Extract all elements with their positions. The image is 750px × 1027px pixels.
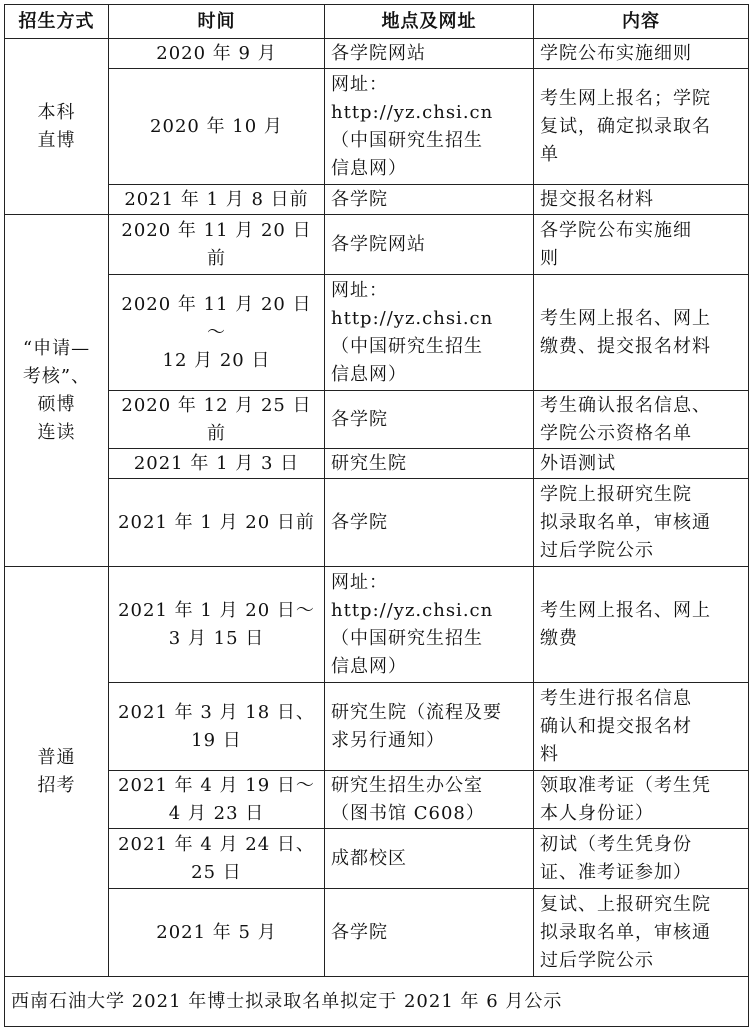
time-cell: 2020 年 11 月 20 日～ 12 月 20 日 — [109, 275, 325, 391]
table-row — [5, 683, 749, 771]
table-row — [5, 39, 749, 69]
time-cell: 2021 年 1 月 20 日～ 3 月 15 日 — [109, 567, 325, 683]
place-cell: 网址： http://yz.chsi.cn （中国研究生招生 信息网） — [325, 567, 534, 683]
footnote: 西南石油大学 2021 年博士拟录取名单拟定于 2021 年 6 月公示 — [5, 977, 749, 1027]
place-cell: 各学院网站 — [325, 39, 534, 69]
header-method: 招生方式 — [5, 5, 109, 39]
header-place: 地点及网址 — [325, 5, 534, 39]
content-cell: 各学院公布实施细 则 — [534, 215, 749, 275]
place-cell: 网址： http://yz.chsi.cn （中国研究生招生 信息网） — [325, 69, 534, 185]
header-time: 时间 — [109, 5, 325, 39]
place-cell: 各学院 — [325, 479, 534, 567]
table-row — [5, 567, 749, 683]
content-cell: 外语测试 — [534, 449, 749, 479]
time-cell: 2020 年 11 月 20 日前 — [109, 215, 325, 275]
time-cell: 2021 年 1 月 20 日前 — [109, 479, 325, 567]
header-content: 内容 — [534, 5, 749, 39]
time-cell: 2020 年 12 月 25 日前 — [109, 391, 325, 449]
content-cell: 初试（考生凭身份 证、准考证参加） — [534, 829, 749, 889]
place-cell: 成都校区 — [325, 829, 534, 889]
content-cell: 考生网上报名、网上 缴费、提交报名材料 — [534, 275, 749, 391]
content-cell: 学院公布实施细则 — [534, 39, 749, 69]
content-cell: 考生网上报名；学院 复试，确定拟录取名 单 — [534, 69, 749, 185]
time-cell: 2021 年 4 月 24 日、 25 日 — [109, 829, 325, 889]
content-cell: 考生进行报名信息 确认和提交报名材 料 — [534, 683, 749, 771]
time-cell: 2021 年 3 月 18 日、 19 日 — [109, 683, 325, 771]
table-row — [5, 449, 749, 479]
table-row — [5, 829, 749, 889]
place-cell: 各学院 — [325, 185, 534, 215]
place-cell: 各学院 — [325, 889, 534, 977]
table-row — [5, 889, 749, 977]
place-cell: 研究生院 — [325, 449, 534, 479]
place-cell: 研究生招生办公室 （图书馆 C608） — [325, 771, 534, 829]
time-cell: 2021 年 5 月 — [109, 889, 325, 977]
time-cell: 2021 年 4 月 19 日～ 4 月 23 日 — [109, 771, 325, 829]
table-row — [5, 771, 749, 829]
time-cell: 2020 年 9 月 — [109, 39, 325, 69]
time-cell: 2021 年 1 月 8 日前 — [109, 185, 325, 215]
content-cell: 领取准考证（考生凭 本人身份证） — [534, 771, 749, 829]
category-cell: 普通 招考 — [5, 567, 109, 977]
content-cell: 考生网上报名、网上 缴费 — [534, 567, 749, 683]
table-row — [5, 275, 749, 391]
place-cell: 各学院网站 — [325, 215, 534, 275]
header-row — [5, 5, 749, 39]
table-row — [5, 391, 749, 449]
place-cell: 各学院 — [325, 391, 534, 449]
table-row — [5, 185, 749, 215]
place-cell: 研究生院（流程及要 求另行通知） — [325, 683, 534, 771]
table-row — [5, 215, 749, 275]
content-cell: 提交报名材料 — [534, 185, 749, 215]
content-cell: 考生确认报名信息、 学院公示资格名单 — [534, 391, 749, 449]
table-row — [5, 479, 749, 567]
category-cell: “申请— 考核”、 硕博 连读 — [5, 215, 109, 567]
time-cell: 2021 年 1 月 3 日 — [109, 449, 325, 479]
content-cell: 学院上报研究生院 拟录取名单，审核通 过后学院公示 — [534, 479, 749, 567]
time-cell: 2020 年 10 月 — [109, 69, 325, 185]
footnote-row — [5, 977, 749, 1027]
category-cell: 本科 直博 — [5, 39, 109, 215]
table-row — [5, 69, 749, 185]
content-cell: 复试、上报研究生院 拟录取名单，审核通 过后学院公示 — [534, 889, 749, 977]
place-cell: 网址： http://yz.chsi.cn （中国研究生招生 信息网） — [325, 275, 534, 391]
admission-schedule-table — [4, 4, 749, 1027]
